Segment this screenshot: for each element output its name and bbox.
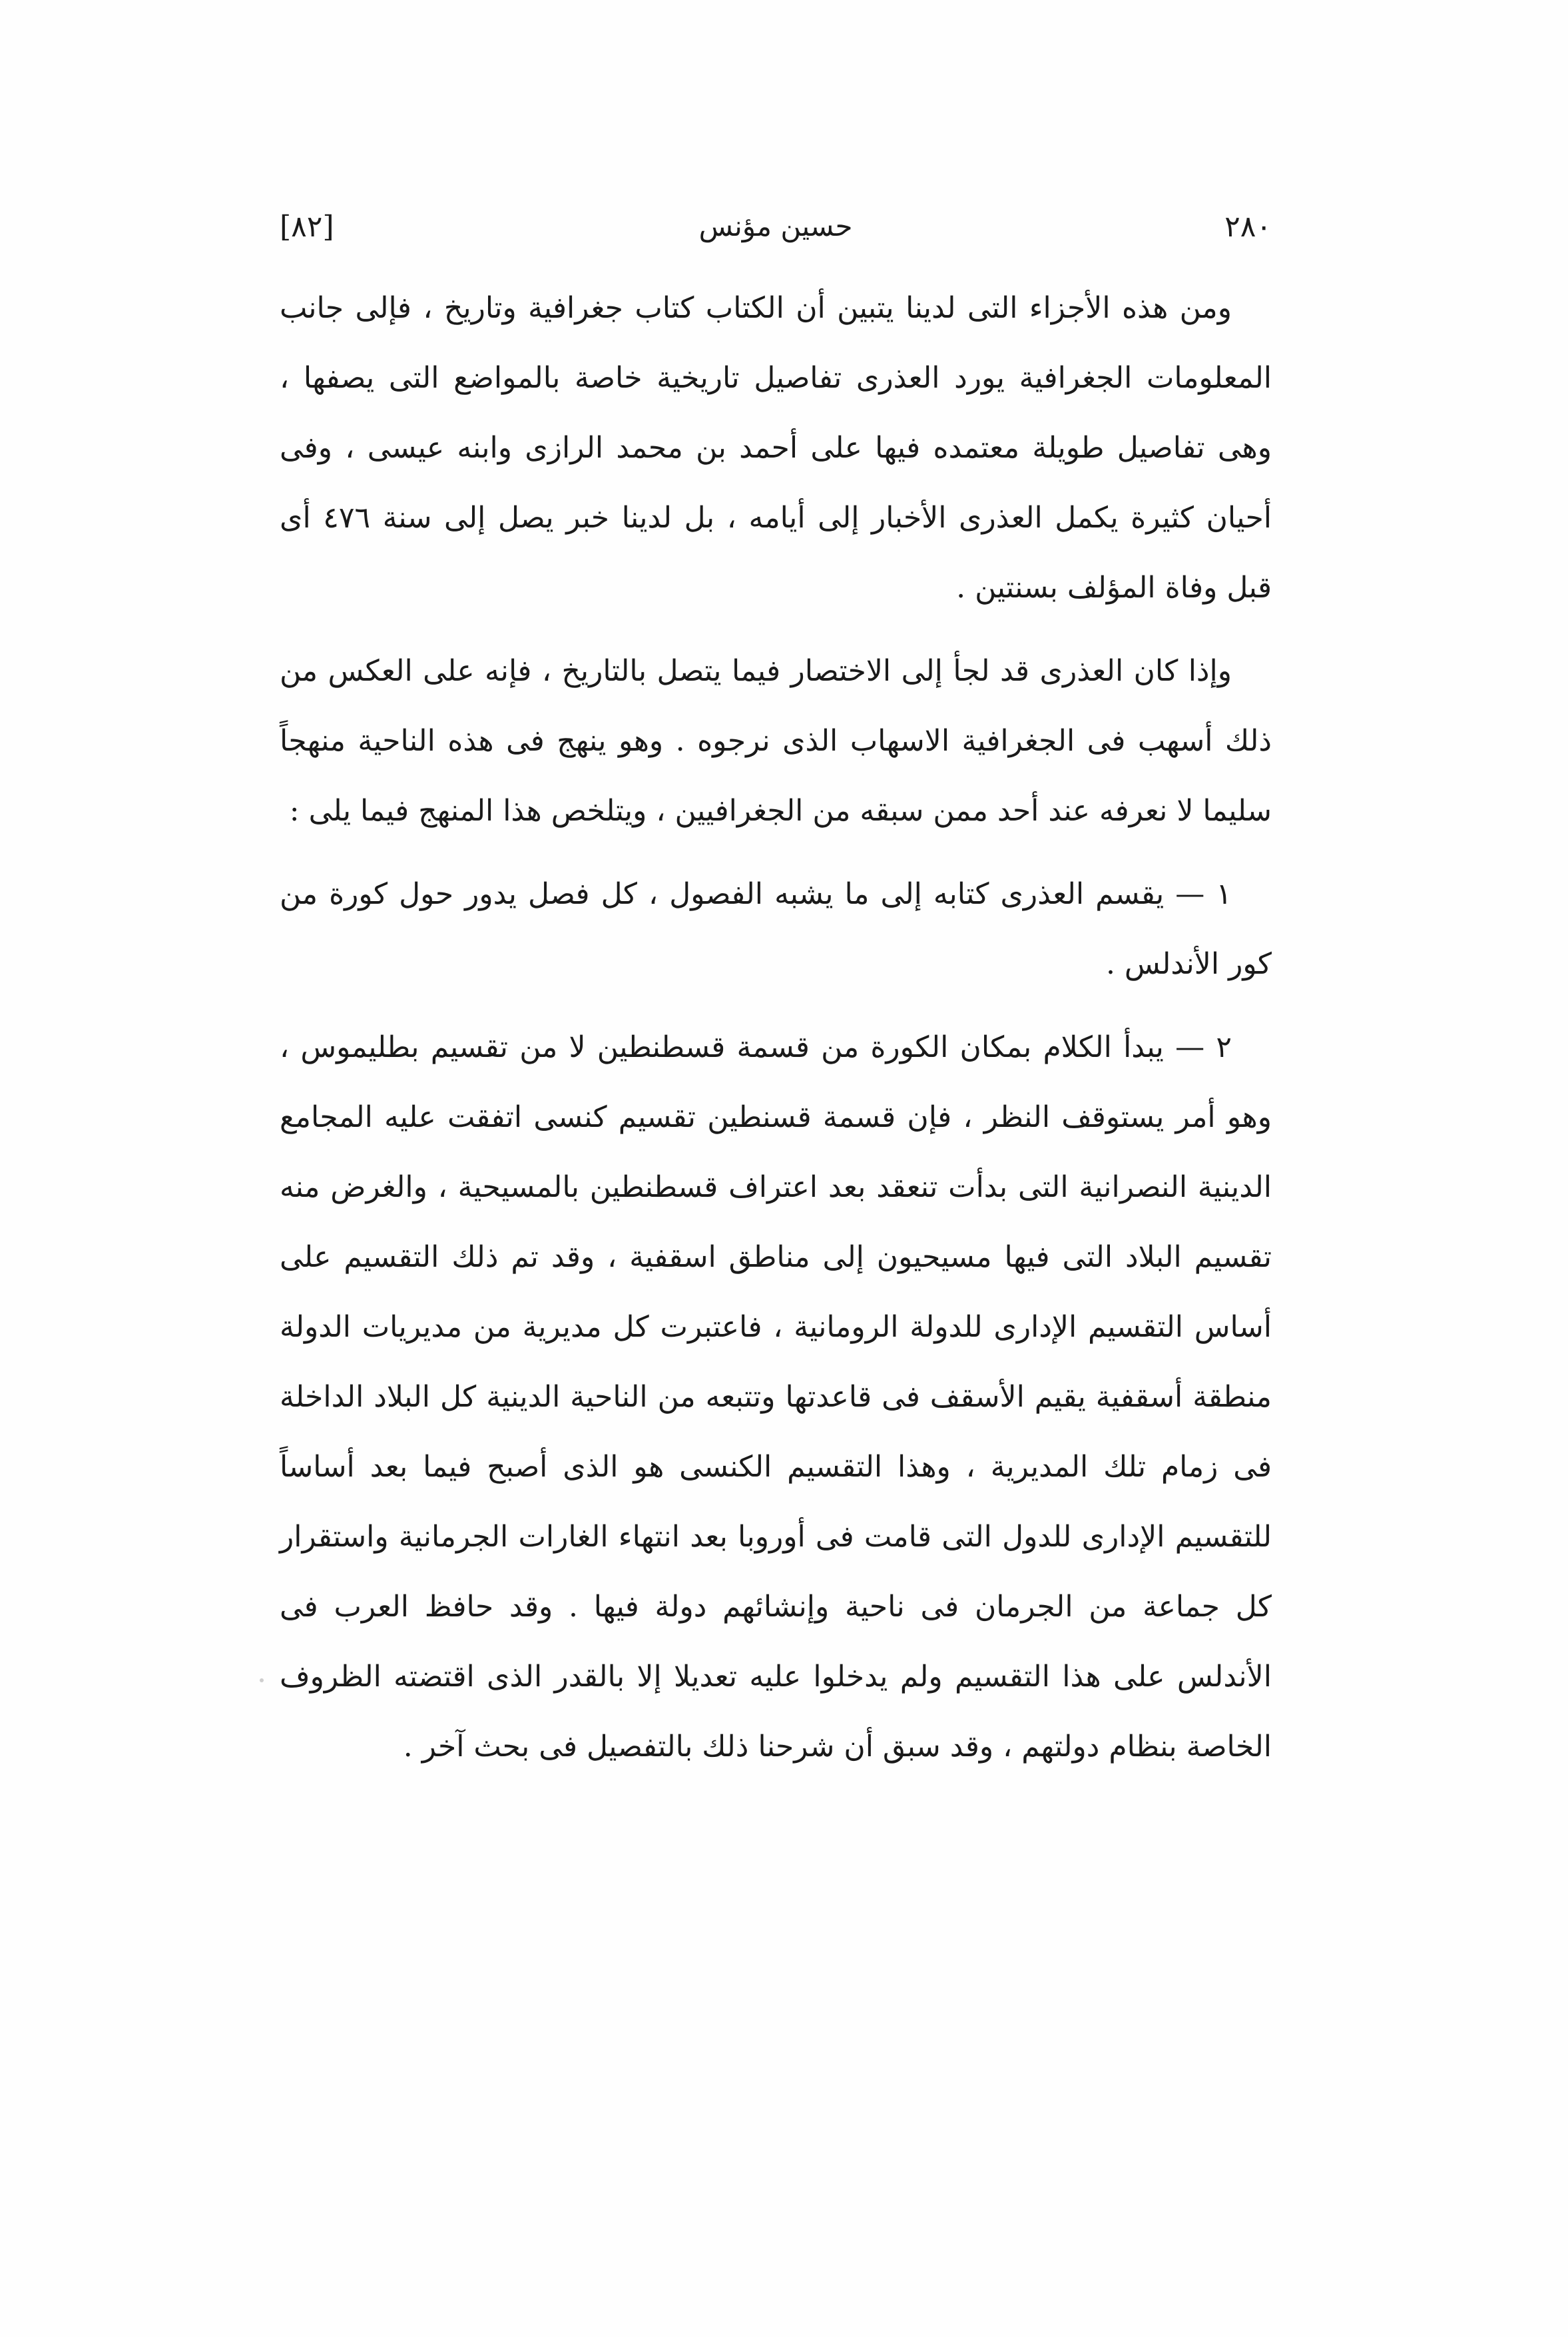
paper-speck	[260, 1678, 264, 1682]
paragraph-1: ومن هذه الأجزاء التى لدينا يتبين أن الكتاب كتاب جغرافية وتاريخ ، فإلى جانب المعلومات الجغرافية يورد العذرى تفاصيل تاريخية خاصة بالمواضع التى يصفها ، وهى تفاصيل طويلة معتمده فيها على أحمد بن محمد الرازى وابنه عيسى ، وفى أحيان كثيرة يكمل العذرى الأخبار إلى أيامه ، بل لدينا خبر يصل إلى سنة ٤٧٦ أى قبل وفاة المؤلف بسنتين .	[280, 291, 1272, 605]
page-number: ٢٨٠	[1224, 210, 1272, 244]
paragraph-2: وإذا كان العذرى قد لجأ إلى الاختصار فيما يتصل بالتاريخ ، فإنه على العكس من ذلك أسهب فى الجغرافية الاسهاب الذى نرجوه . وهو ينهج فى هذه الناحية منهجاً سليما لا نعرفه عند أحد ممن سبقه من الجغرافيين ، ويتلخص هذا المنهج فيما يلى :	[280, 654, 1272, 828]
page-header	[280, 210, 1272, 256]
list-item-1: ١ — يقسم العذرى كتابه إلى ما يشبه الفصول ، كل فصل يدور حول كورة من كور الأندلس .	[280, 877, 1272, 981]
list-item-2: ٢ — يبدأ الكلام بمكان الكورة من قسمة قسطنطين لا من تقسيم بطليموس ، وهو أمر يستوقف النظر ، فإن قسمة قسنطين تقسيم كنسى اتفقت عليه المجامع الدينية النصرانية التى بدأت تنعقد بعد اعتراف قسطنطين بالمسيحية ، والغرض منه تقسيم البلاد التى فيها مسيحيون إلى مناطق اسقفية ، وقد تم ذلك التقسيم على أساس التقسيم الإدارى للدولة الرومانية ، فاعتبرت كل مديرية من مديريات الدولة منطقة أسقفية يقيم الأسقف فى قاعدتها وتتبعه من الناحية الدينية كل البلاد الداخلة فى زمام تلك المديرية ، وهذا التقسيم الكنسى هو الذى أصبح فيما بعد أساساً للتقسيم الإدارى للدول التى قامت فى أوروبا بعد انتهاء الغارات الجرمانية واستقرار كل جماعة من الجرمان فى ناحية وإنشائهم دولة فيها . وقد حافظ العرب فى الأندلس على هذا التقسيم ولم يدخلوا عليه تعديلا إلا بالقدر الذى اقتضته الظروف الخاصة بنظام دولتهم ، وقد سبق أن شرحنا ذلك بالتفصيل فى بحث آخر .	[280, 1030, 1272, 1764]
running-head: حسين مؤنس	[698, 210, 853, 242]
body-text	[280, 273, 1272, 1795]
folio-number: [٨٢]	[280, 210, 334, 244]
